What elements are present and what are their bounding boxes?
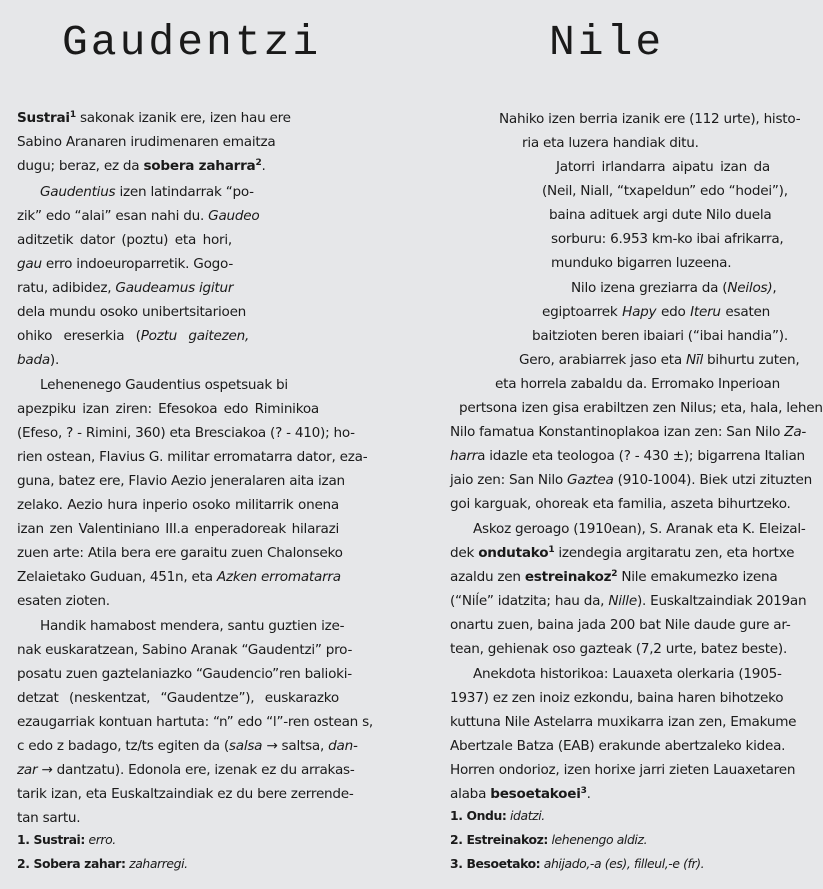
text-line <box>450 469 812 491</box>
text-run: Jatorri irlandarra aipatu izan da <box>556 159 770 175</box>
text-line <box>17 155 281 177</box>
text-run: onartu zuen, baina jada 200 bat Nile daude gure ar- <box>450 617 791 633</box>
bold-term: Sustrai <box>17 110 70 126</box>
text-run: edo <box>656 304 691 320</box>
text-line <box>40 181 254 203</box>
footnote-term: 1. Ondu: <box>450 808 507 823</box>
italic-term: salsa <box>228 738 263 754</box>
text-run: nak euskaratzean, Sabino Aranak “Gaudentzi” pro- <box>17 642 353 658</box>
text-line <box>17 566 339 588</box>
text-line <box>551 252 770 274</box>
italic-term: Poztu gaitezen, <box>140 328 250 344</box>
italic-term: Gaudentius <box>40 184 116 200</box>
text-run: munduko bigarren luzeena. <box>551 255 732 271</box>
text-run: Nahiko izen berria izanik ere (112 urte), histo- <box>499 111 801 127</box>
footnote-definition: idatzi. <box>506 808 545 823</box>
text-run: goi karguak, ohoreak eta familia, aszeta bihurtzeko. <box>450 496 791 512</box>
bold-term: estreinakoz <box>524 569 612 585</box>
text-run: Sabino Aranaren irudimenaren emaitza <box>17 134 276 150</box>
text-run: dugu; beraz, ez da <box>17 158 144 174</box>
text-line <box>17 422 355 444</box>
text-line <box>17 711 373 733</box>
footnote-definition: ahijado,-a (es), filleul,-e (fr). <box>540 856 705 871</box>
footnote-ref: 2 <box>611 569 618 579</box>
footnote <box>450 829 647 851</box>
text-run: Anekdota historikoa: Lauaxeta olerkaria (1905- <box>473 666 782 682</box>
text-line <box>17 107 291 129</box>
text-line <box>17 301 247 323</box>
text-line <box>17 229 232 251</box>
text-run: zik” edo “alai” esan nahi du. <box>17 208 209 224</box>
text-line <box>450 614 791 636</box>
text-line <box>17 759 355 781</box>
text-run: kuttuna Nile Astelarra muxikarra izan zen, Emakume <box>450 714 797 730</box>
text-line <box>17 735 358 757</box>
text-run: tarik izan, eta Euskaltzaindiak ez du bere zerrende- <box>17 786 354 802</box>
italic-term: gau <box>17 256 42 272</box>
footnote <box>17 853 188 875</box>
text-line <box>17 494 339 516</box>
text-run: erro indoeuroparretik. Gogo- <box>41 256 234 272</box>
italic-term: Iteru <box>690 304 721 320</box>
right-title: Nile <box>549 18 665 67</box>
bold-term: sobera zaharra <box>143 158 256 174</box>
text-run: sorburu: 6.953 km-ko ibai afrikarra, <box>551 231 784 247</box>
text-run: izan zen Valentiniano III.a enperadoreak hilarazi <box>17 521 339 537</box>
italic-term: Hapy <box>622 304 657 320</box>
text-line <box>532 325 788 347</box>
text-run: → dantzatu). Edonola ere, izenak ez du arrakas- <box>37 762 355 778</box>
italic-term: Gaztea <box>567 472 614 488</box>
text-line <box>17 590 339 612</box>
text-line <box>459 397 823 419</box>
text-run: . <box>261 158 266 174</box>
text-line <box>450 783 770 805</box>
text-run: ). Euskaltzaindiak 2019an <box>636 593 807 609</box>
text-line <box>17 131 281 153</box>
text-line <box>450 735 786 757</box>
text-run: guna, batez ere, Flavio Aezio jeneralaren aita izan <box>17 473 345 489</box>
text-run: egiptoarrek <box>542 304 623 320</box>
text-run: → saltsa, <box>262 738 329 754</box>
text-run: posatu zuen gaztelaniazko “Gaudencio”ren balioki- <box>17 666 352 682</box>
footnote <box>450 805 545 827</box>
italic-term: zar <box>17 762 38 778</box>
text-line <box>473 663 782 685</box>
text-run: esaten <box>720 304 771 320</box>
text-line <box>17 470 345 492</box>
text-line <box>17 446 368 468</box>
text-line <box>450 445 805 467</box>
text-run: bihurtu zuten, <box>702 352 800 368</box>
text-run: (Neil, Niall, “txapeldun” edo “hodei”), <box>542 183 788 199</box>
text-line <box>17 663 352 685</box>
footnote <box>17 829 116 851</box>
footnote-ref: 1 <box>69 110 76 120</box>
text-run: (910-1004). Biek utzi zituzten <box>613 472 812 488</box>
text-line <box>17 253 232 275</box>
text-line <box>17 687 339 709</box>
footnote-term: 2. Sobera zahar: <box>17 856 126 871</box>
text-run: c edo z badago, tz/ts egiten da ( <box>17 738 229 754</box>
text-run: Handik hamabost mendera, santu guztien ize- <box>40 618 345 634</box>
text-run: baitzioten beren ibaiari (“ibai handia”). <box>532 328 788 344</box>
text-run: apezpiku izan ziren: Efesokoa edo Riminikoa <box>17 401 319 417</box>
text-run: (Efeso, ? - Rimini, 360) eta Bresciakoa (? - 410); ho- <box>17 425 355 441</box>
bold-term: ondutako <box>478 545 549 561</box>
italic-term: Neilos) <box>727 280 773 296</box>
text-run: Zelaietako Guduan, 451n, eta <box>17 569 217 585</box>
italic-term: Gaudeamus igitur <box>115 280 234 296</box>
footnote-ref: 3 <box>580 786 587 796</box>
text-line <box>551 228 784 250</box>
text-run: dek <box>450 545 479 561</box>
text-run: Askoz geroago (1910ean), S. Aranak eta K. Eleizal- <box>473 521 806 537</box>
text-line <box>450 711 797 733</box>
text-run: 1937) ez zen inoiz ezkondu, baina haren bihotzeko <box>450 690 784 706</box>
text-line <box>519 349 800 371</box>
text-line <box>450 566 778 588</box>
text-line <box>17 205 260 227</box>
text-line <box>450 590 807 612</box>
text-line <box>450 542 795 564</box>
text-line <box>542 180 788 202</box>
text-run: dela mundu osoko unibertsitarioen <box>17 304 247 320</box>
bold-term: besoetakoei <box>490 786 581 802</box>
text-run: zuen arte: Atila bera ere garaitu zuen Chalonseko <box>17 545 343 561</box>
text-run: Gero, arabiarrek jaso eta <box>519 352 686 368</box>
text-run: tan sartu. <box>17 810 81 826</box>
text-line <box>17 277 232 299</box>
footnote-definition: lehenengo aldiz. <box>547 832 648 847</box>
text-run: , <box>772 280 777 296</box>
text-run: Nilo izena greziarra da ( <box>571 280 728 296</box>
text-line <box>450 638 788 660</box>
text-run: jaio zen: San Nilo <box>450 472 568 488</box>
text-line <box>473 518 806 540</box>
text-run: alaba <box>450 786 491 802</box>
text-run: ratu, adibidez, <box>17 280 116 296</box>
text-run: pertsona izen gisa erabiltzen zen Nilus; eta, hala, lehen <box>459 400 823 416</box>
italic-term: Za- <box>784 424 807 440</box>
text-run: . <box>586 786 591 802</box>
text-run: Abertzale Batza (EAB) erakunde abertzaleko kidea. <box>450 738 786 754</box>
text-line <box>556 156 770 178</box>
text-line <box>17 639 353 661</box>
text-line <box>17 542 343 564</box>
footnote-ref: 1 <box>548 545 555 555</box>
footnote-ref: 2 <box>255 158 262 168</box>
text-run: izen latindarrak “po- <box>115 184 254 200</box>
footnote <box>450 853 704 875</box>
text-line <box>499 108 801 130</box>
text-line <box>549 204 770 226</box>
footnote-definition: erro. <box>84 832 116 847</box>
text-line <box>17 325 249 347</box>
text-run: ohiko ereserkia ( <box>17 328 141 344</box>
text-line <box>450 759 796 781</box>
text-line <box>40 374 286 396</box>
text-line <box>17 518 339 540</box>
footnote-term: 3. Besoetako: <box>450 856 541 871</box>
italic-term: Nille <box>608 593 637 609</box>
italic-term: dan- <box>328 738 358 754</box>
text-line <box>495 373 780 395</box>
text-line <box>450 421 807 443</box>
text-line <box>571 277 777 299</box>
text-line <box>542 301 770 323</box>
text-run: detzat (neskentzat, “Gaudentze”), euskarazko <box>17 690 339 706</box>
text-run: ezaugarriak kontuan hartuta: “n” edo “l”-ren ostean s, <box>17 714 373 730</box>
text-run: baina adituek argi dute Nilo duela <box>549 207 772 223</box>
text-run: a idazle eta teologoa (? - 430 ±); bigarrena Italian <box>477 448 805 464</box>
text-run: Lehenenego Gaudentius ospetsuak bi <box>40 377 288 393</box>
footnote-definition: zaharregi. <box>125 856 188 871</box>
italic-term: bada <box>17 352 50 368</box>
text-line <box>450 687 784 709</box>
italic-term: Azken erromatarra <box>216 569 341 585</box>
text-line <box>450 493 791 515</box>
text-line <box>17 807 339 829</box>
text-run: Nile emakumezko izena <box>617 569 778 585</box>
text-run: zelako. Aezio hura inperio osoko militarrik onena <box>17 497 339 513</box>
text-run: sakonak izanik ere, izen hau ere <box>75 110 291 126</box>
text-run: azaldu zen <box>450 569 525 585</box>
text-line <box>17 783 354 805</box>
text-line <box>522 132 770 154</box>
italic-term: Gaudeo <box>208 208 260 224</box>
footnote-term: 1. Sustrai: <box>17 832 85 847</box>
text-run: tean, gehienak oso gazteak (7,2 urte, batez beste). <box>450 641 788 657</box>
text-run: Horren ondorioz, izen horixe jarri zieten Lauaxetaren <box>450 762 796 778</box>
left-title: Gaudentzi <box>62 18 322 67</box>
text-run: eta horrela zabaldu da. Erromako Inperioan <box>495 376 780 392</box>
text-run: rien ostean, Flavius G. militar erromatarra dator, eza- <box>17 449 368 465</box>
italic-term: harr <box>450 448 478 464</box>
italic-term: Nīl <box>686 352 703 368</box>
text-run: ). <box>49 352 60 368</box>
text-run: ria eta luzera handiak ditu. <box>522 135 699 151</box>
text-line <box>17 398 319 420</box>
text-line <box>17 349 249 371</box>
text-run: (“Niĺe” idatzita; hau da, <box>450 593 609 609</box>
text-line <box>40 615 345 637</box>
text-run: Nilo famatua Konstantinoplakoa izan zen: San Nilo <box>450 424 785 440</box>
text-run: esaten zioten. <box>17 593 110 609</box>
text-run: izendegia argitaratu zen, eta hortxe <box>554 545 795 561</box>
text-run: aditzetik dator (poztu) eta hori, <box>17 232 232 248</box>
footnote-term: 2. Estreinakoz: <box>450 832 548 847</box>
